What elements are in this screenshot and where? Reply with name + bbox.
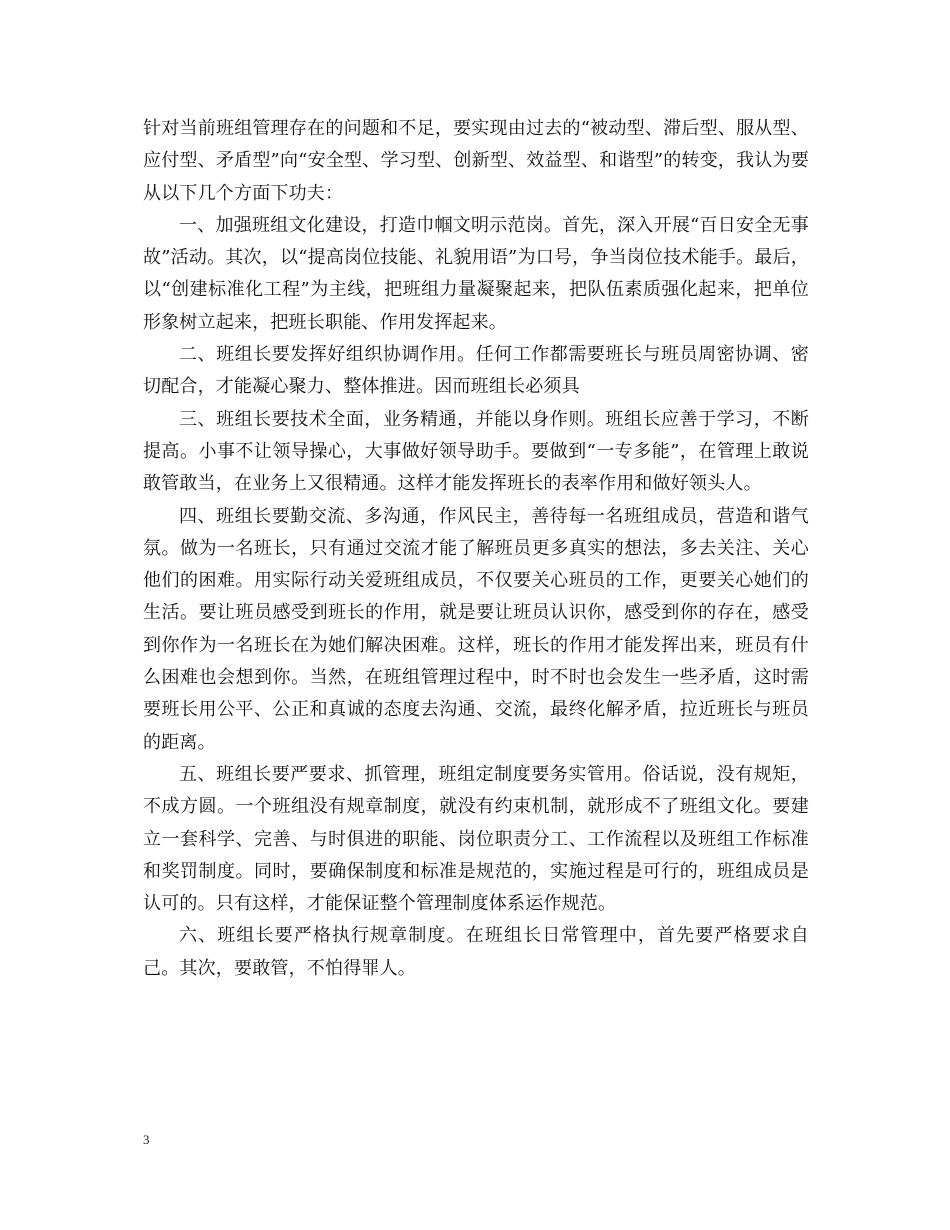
page-number: 3 <box>143 1132 150 1147</box>
document-body <box>143 113 809 985</box>
paragraph-point-3: 三、班组长要技术全面，业务精通，并能以身作则。班组长应善于学习，不断提高。小事不让领导操心，大事做好领导助手。要做到“一专多能”，在管理上敢说敢管敢当，在业务上又很精通。这样才能发挥班长的表率作用和做好领头人。 <box>143 408 809 495</box>
paragraph-point-4: 四、班组长要勤交流、多沟通，作风民主，善待每一名班组成员，营造和谐气氛。做为一名班长，只有通过交流才能了解班员更多真实的想法，多去关注、关心他们的困难。用实际行动关爱班组成员，不仅要关心班员的工作，更要关心她们的生活。要让班员感受到班长的作用，就是要让班员认识你，感受到你的存在，感受到你作为一名班长在为她们解决困难。这样，班长的作用才能发挥出来，班员有什么困难也会想到你。当然，在班组管理过程中，时不时也会发生一些矛盾，这时需要班长用公平、公正和真诚的态度去沟通、交流，最终化解矛盾，拉近班长与班员的距离。 <box>143 505 809 753</box>
paragraph-point-6: 六、班组长要严格执行规章制度。在班组长日常管理中，首先要严格要求自己。其次，要敢管，不怕得罪人。 <box>143 925 809 979</box>
paragraph-point-2: 二、班组长要发挥好组织协调作用。任何工作都需要班长与班员周密协调、密切配合，才能凝心聚力、整体推进。因而班组长必须具 <box>143 344 809 398</box>
paragraph-point-1: 一、加强班组文化建设，打造巾帼文明示范岗。首先，深入开展“百日安全无事故”活动。其次，以“提高岗位技能、礼貌用语”为口号，争当岗位技术能手。最后，以“创建标准化工程”为主线，把班组力量凝聚起来，把队伍素质强化起来，把单位形象树立起来，把班长职能、作用发挥起来。 <box>143 214 809 333</box>
paragraph-intro: 针对当前班组管理存在的问题和不足，要实现由过去的“被动型、滞后型、服从型、应付型、矛盾型”向“安全型、学习型、创新型、效益型、和谐型”的转变，我认为要从以下几个方面下功夫： <box>143 118 809 204</box>
paragraph-point-5: 五、班组长要严要求、抓管理，班组定制度要务实管用。俗话说，没有规矩，不成方圆。一个班组没有规章制度，就没有约束机制，就形成不了班组文化。要建立一套科学、完善、与时俱进的职能、岗位职责分工、工作流程以及班组工作标准和奖罚制度。同时，要确保制度和标准是规范的，实施过程是可行的，班组成员是认可的。只有这样，才能保证整个管理制度体系运作规范。 <box>143 763 809 915</box>
